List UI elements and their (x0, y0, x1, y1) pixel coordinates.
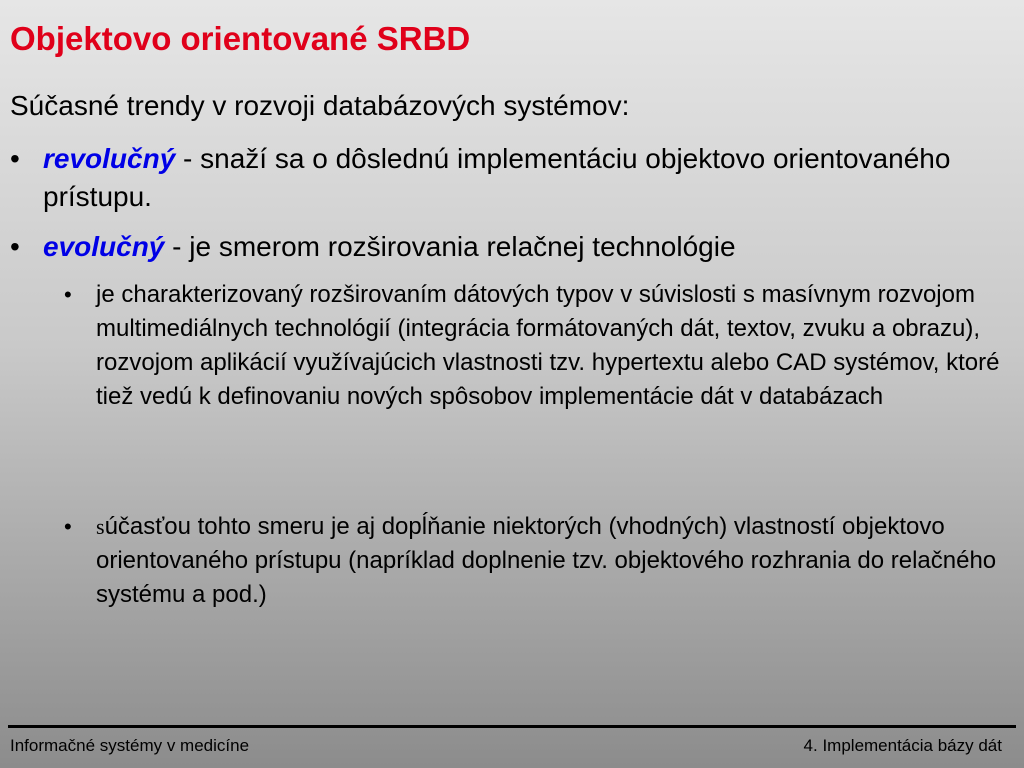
sub-bullet-dot-icon: • (64, 282, 72, 307)
footer-chapter-name: 4. Implementácia bázy dát (803, 736, 1002, 755)
bullet-evolucny (10, 228, 1010, 266)
footer-divider (8, 725, 1016, 728)
term-evolucny: evolučný (43, 231, 165, 262)
intro-text: Súčasné trendy v rozvoji databázových systémov: (10, 90, 630, 121)
bullet-text: - snaží sa o dôslednú implementáciu objektovo orientovaného prístupu. (43, 143, 951, 212)
sub-bullet-sucastou (64, 510, 1014, 612)
footer-course-name: Informačné systémy v medicíne (10, 736, 250, 755)
slide-title: Objektovo orientované SRBD (10, 20, 471, 57)
sub-bullet-dot-icon: • (64, 514, 72, 539)
sub-bullet-initial: s (96, 514, 105, 539)
term-revolucny: revolučný (43, 143, 176, 174)
bullet-revolucny (10, 140, 1010, 216)
bullet-dot-icon: • (10, 143, 20, 174)
sub-bullet-text: je charakterizovaný rozširovaním dátových typov v súvislosti s masívnym rozvojom multimediálnych technológií (integrácia formátovaných dát, textov, zvuku a obrazu), rozvojom aplikácií využívajúcich vlastnosti tzv. hypertextu alebo CAD systémov, ktoré tiež vedú k definovaniu nových spôsobov implementácie dát v databázach (96, 281, 1000, 410)
sub-bullet-text: účasťou tohto smeru je aj dopĺňanie niektorých (vhodných) vlastností objektovo orientovaného prístupu (napríklad doplnenie tzv. objektového rozhrania do relačného systému a pod.) (96, 513, 997, 608)
sub-bullet-datove-typy (64, 278, 1014, 414)
bullet-text: - je smerom rozširovania relačnej technológie (164, 231, 736, 262)
bullet-dot-icon: • (10, 231, 20, 262)
